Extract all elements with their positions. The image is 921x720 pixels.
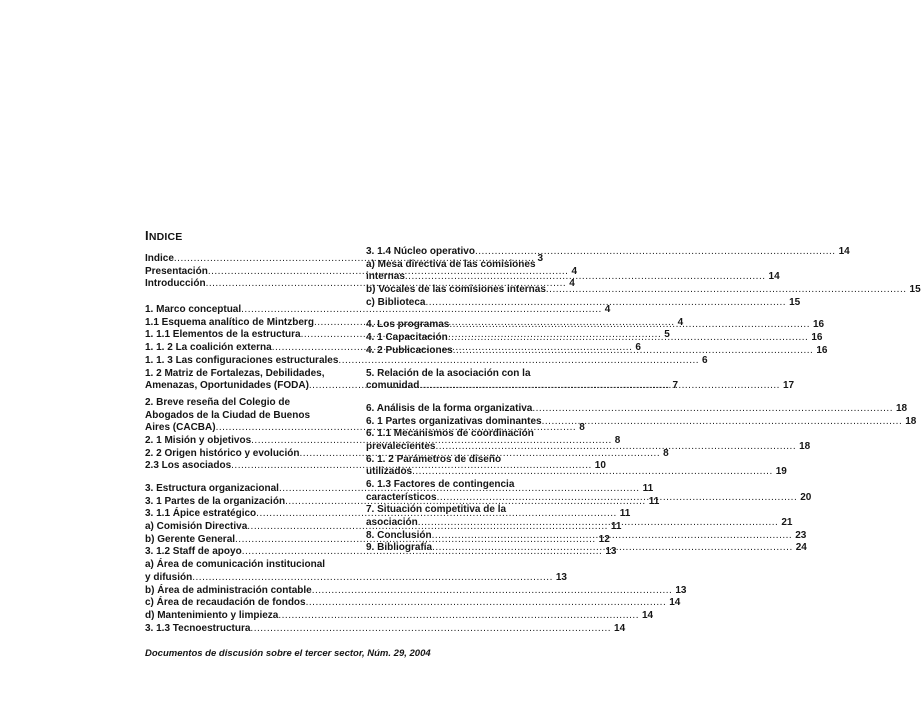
dot-leader xyxy=(453,345,814,358)
toc-entry-label: 6. 1.1 Mecanismos de coordinación xyxy=(366,428,534,440)
toc-entry-label: 1. Marco conceptual xyxy=(145,304,242,316)
toc-entry-line xyxy=(145,354,708,368)
toc-page-number: 11 xyxy=(610,521,622,533)
toc-entry-line xyxy=(366,284,921,297)
toc-entry[interactable] xyxy=(366,246,850,259)
toc-entry-line xyxy=(145,368,356,381)
toc-entry[interactable] xyxy=(145,354,708,368)
dot-leader xyxy=(436,441,797,454)
toc-entry-line xyxy=(145,622,626,636)
toc-page-number: 19 xyxy=(775,466,787,478)
dot-leader xyxy=(475,246,836,259)
toc-entry-label: 5. Relación de la asociación con la xyxy=(366,367,531,379)
toc-entry-label: 2. 2 Origen histórico y evolución xyxy=(145,447,300,459)
toc-entry-line xyxy=(145,559,356,572)
toc-entry-line xyxy=(366,319,825,332)
toc-page-number: 21 xyxy=(781,517,793,529)
toc-entry[interactable] xyxy=(145,559,567,584)
footer-citation: Documentos de discusión sobre el tercer sector, Núm. 29, 2004 xyxy=(145,648,431,659)
toc-entry-label: 3. 1.3 Tecnoestructura xyxy=(145,622,251,634)
toc-page-number: 16 xyxy=(811,332,823,344)
toc-page-number: 18 xyxy=(905,415,917,427)
toc-page-number: 4 xyxy=(569,278,575,290)
toc-entry-line xyxy=(366,246,850,259)
toc-entry[interactable] xyxy=(145,597,681,610)
toc-entry-line xyxy=(145,584,687,598)
toc-entry-label: a) Comisión Directiva xyxy=(145,521,248,533)
toc-entry-label: asociación xyxy=(366,517,418,529)
toc-page-number: 18 xyxy=(799,440,811,452)
toc-entry-line xyxy=(366,479,577,492)
toc-entry[interactable] xyxy=(366,367,795,393)
toc-page-number: 24 xyxy=(795,542,807,554)
dot-leader xyxy=(192,572,553,585)
toc-entry-label: 6. 1 Partes organizativas dominantes xyxy=(366,415,542,427)
toc-group xyxy=(366,246,921,309)
toc-page-number: 7 xyxy=(672,380,679,392)
toc-page-number: 15 xyxy=(789,296,801,308)
dot-leader xyxy=(449,316,810,332)
toc-page-number: 16 xyxy=(812,319,825,331)
dot-leader xyxy=(448,332,809,345)
page-title xyxy=(145,228,182,243)
toc-entry-label: 3. 1 Partes de la organización xyxy=(145,495,286,507)
toc-entry-label: d) Mantenimiento y limpieza xyxy=(145,609,279,621)
toc-entry-label: 8. Conclusión xyxy=(366,529,432,541)
toc-entry-label: prevalecientes xyxy=(366,440,436,452)
toc-entry-label: b) Gerente General xyxy=(145,533,236,545)
toc-entry-label: Aires (CACBA) xyxy=(145,422,216,434)
toc-entry-label: 6. Análisis de la forma organizativa xyxy=(366,402,533,414)
toc-entry-line xyxy=(366,296,801,310)
toc-entry[interactable] xyxy=(145,304,611,317)
toc-page-number: 20 xyxy=(800,491,812,503)
toc-entry-label: 1. 1. 3 Las configuraciones estructurales xyxy=(145,354,339,366)
toc-entry-label: Introducción xyxy=(145,278,206,290)
toc-entry-line xyxy=(366,402,908,416)
toc-entry-label: 1. 1.1 Elementos de la estructura xyxy=(145,329,301,341)
dot-leader xyxy=(532,403,893,416)
toc-page-number: 14 xyxy=(641,609,654,621)
toc-entry-line xyxy=(366,504,577,517)
toc-entry-label: 1.1 Esquema analítico de Mintzberg xyxy=(145,316,314,328)
toc-page-number: 4 xyxy=(571,265,577,277)
toc-entry-label: c) Área de recaudación de fondos xyxy=(145,597,306,609)
toc-entry-line xyxy=(366,344,828,358)
toc-entry-label: comunidad xyxy=(366,380,420,392)
toc-entry[interactable] xyxy=(366,332,823,345)
dot-leader xyxy=(546,284,907,297)
toc-entry-line xyxy=(366,380,795,393)
toc-entry[interactable] xyxy=(366,258,780,284)
toc-entry-label: Presentación xyxy=(145,265,208,277)
toc-page-number: 13 xyxy=(675,584,687,596)
toc-entry-label: 2.3 Los asociados xyxy=(145,460,232,472)
toc-entry-label: 6. 1.3 Factores de contingencia xyxy=(366,479,515,490)
title-rest: NDICE xyxy=(148,231,183,243)
dot-leader xyxy=(425,297,786,310)
toc-entry-label: internas xyxy=(366,271,405,283)
dot-leader xyxy=(250,623,611,636)
toc-page-number: 17 xyxy=(782,380,795,392)
toc-entry-label: 1. 2 Matriz de Fortalezas, Debilidades, xyxy=(145,367,325,379)
toc-entry-label: 2. Breve reseña del Colegio de xyxy=(145,396,291,408)
toc-entry-label: 1. 1. 2 La coalición externa xyxy=(145,342,272,354)
toc-entry[interactable] xyxy=(145,609,654,623)
toc-entry[interactable] xyxy=(366,415,917,429)
toc-entry-line xyxy=(145,571,567,585)
dot-leader xyxy=(542,416,903,429)
dot-leader xyxy=(419,380,780,393)
toc-entry-line xyxy=(366,332,823,345)
toc-entry-label: a) Área de comunicación institucional xyxy=(145,559,326,571)
toc-entry-line xyxy=(366,454,577,467)
toc-page-number: 6 xyxy=(635,342,641,354)
toc-entry[interactable] xyxy=(145,622,626,636)
toc-page-number: 23 xyxy=(795,529,807,541)
toc-entry-label: Indice xyxy=(145,253,174,264)
toc-page-number: 14 xyxy=(614,622,626,634)
toc-page-number: 4 xyxy=(604,304,611,316)
toc-entry-label: utilizados xyxy=(366,466,413,478)
toc-page-number: 8 xyxy=(614,434,621,446)
toc-page-number: 10 xyxy=(594,460,606,472)
toc-entry-line xyxy=(366,259,577,272)
toc-entry[interactable] xyxy=(366,296,801,310)
toc-page-number: 13 xyxy=(605,546,617,558)
toc-entry-label: b) Área de administración contable xyxy=(145,584,312,596)
dot-leader xyxy=(432,530,793,543)
toc-entry-label: 4. 1 Capacitación xyxy=(366,332,448,344)
toc-entry-line xyxy=(366,368,577,381)
toc-page-number: 14 xyxy=(838,246,850,257)
toc-page-number: 11 xyxy=(619,508,631,520)
toc-entry[interactable] xyxy=(145,584,687,598)
toc-entry-label: 3. 1.1 Ápice estratégico xyxy=(145,508,257,520)
toc-entry-label: 3. 1.2 Staff de apoyo xyxy=(145,546,242,558)
toc-page-number: 11 xyxy=(648,495,660,507)
toc-entry-label: 4. 2 Publicaciones xyxy=(366,344,453,356)
toc-entry-label: 2. 1 Misión y objetivos xyxy=(145,434,252,446)
toc-entry-label: característicos xyxy=(366,491,437,503)
toc-entry[interactable] xyxy=(366,284,921,297)
toc-entry-line xyxy=(145,410,356,423)
toc-entry[interactable] xyxy=(366,319,825,332)
toc-entry[interactable] xyxy=(366,428,811,453)
toc-entry-label: 3. 1.4 Núcleo operativo xyxy=(366,246,475,257)
toc-entry-line xyxy=(366,440,811,454)
toc-entry-label: 3. Estructura organizacional xyxy=(145,483,279,494)
dot-leader xyxy=(432,542,793,555)
toc-group xyxy=(366,319,828,357)
toc-entry-label: 4. Los programas xyxy=(366,319,450,331)
toc-entry-label: 6. 1. 2 Parámetros de diseño xyxy=(366,453,502,465)
toc-page-number: 6 xyxy=(702,354,708,366)
toc-entry-label: 9. Bibliografía xyxy=(366,542,433,554)
toc-entry-line xyxy=(366,415,917,429)
toc-entry-line xyxy=(366,271,780,284)
toc-entry-label: Abogados de la Ciudad de Buenos xyxy=(145,409,311,421)
toc-page-number: 15 xyxy=(909,284,921,296)
toc-page-number: 12 xyxy=(598,533,610,545)
toc-entry-line xyxy=(145,597,681,610)
toc-entry-line xyxy=(366,428,577,441)
dot-leader xyxy=(418,517,779,530)
dot-leader xyxy=(437,492,798,505)
toc-entry-label: 7. Situación competitiva de la xyxy=(366,504,507,516)
toc-page-number: 16 xyxy=(816,344,828,356)
toc-page-number: 11 xyxy=(642,483,654,494)
toc-entry-line xyxy=(145,304,611,317)
toc-entry-label: a) Mesa directiva de las comisiones xyxy=(366,258,536,270)
dot-leader xyxy=(412,466,773,479)
toc-entry-label: y difusión xyxy=(145,571,193,583)
toc-entry-line xyxy=(145,609,654,623)
toc-page-number: 4 xyxy=(677,316,684,328)
toc-entry-label: c) Biblioteca xyxy=(366,296,426,308)
toc-entry[interactable] xyxy=(366,344,828,358)
toc-entry-label: Amenazas, Oportunidades (FODA) xyxy=(145,380,309,392)
toc-entry-line xyxy=(145,397,356,410)
toc-page-number: 8 xyxy=(579,422,585,434)
toc-entry[interactable] xyxy=(366,402,908,416)
toc-page-number: 14 xyxy=(768,271,780,283)
toc-page-number: 14 xyxy=(669,597,681,609)
toc-page-number: 8 xyxy=(663,447,669,459)
toc-page-number: 5 xyxy=(664,329,670,341)
title-initial: I xyxy=(145,228,149,243)
toc-page-number: 13 xyxy=(555,571,567,583)
dot-leader xyxy=(312,585,673,598)
toc-group xyxy=(366,367,795,393)
toc-page-number: 3 xyxy=(537,253,544,264)
dot-leader xyxy=(405,271,766,284)
dot-leader xyxy=(306,597,667,610)
dot-leader xyxy=(278,610,639,623)
toc-page-number: 18 xyxy=(895,402,908,414)
toc-entry-label: b) Vocales de las comisiones internas xyxy=(366,284,546,296)
